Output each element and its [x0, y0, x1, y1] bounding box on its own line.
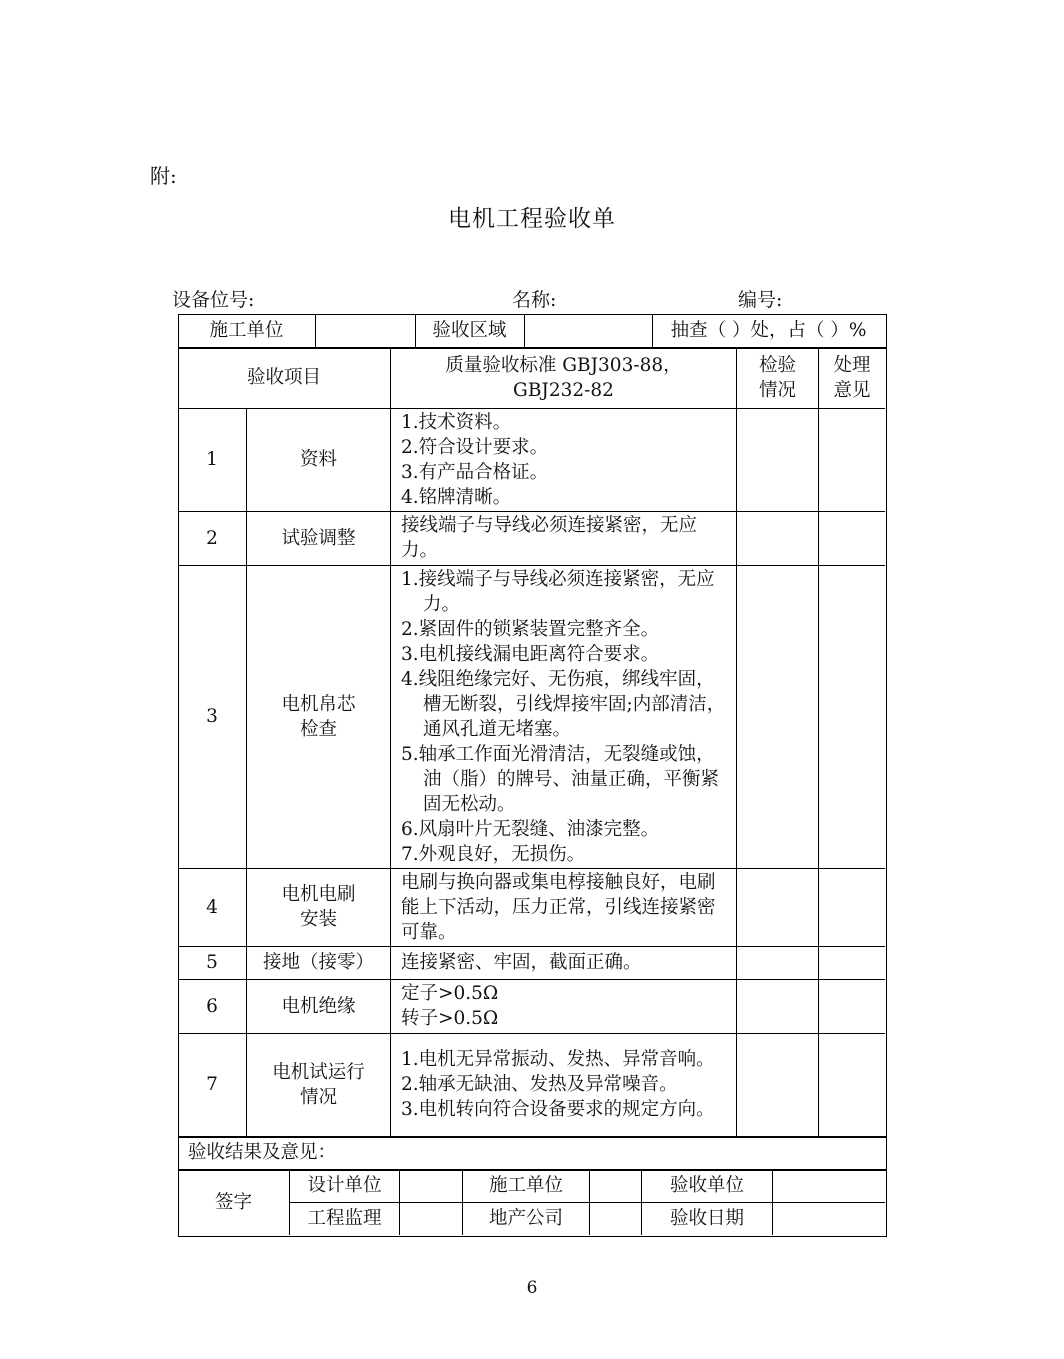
row-4-number: 4	[206, 896, 218, 918]
criteria-item: 3.电机接线漏电距离符合要求。	[401, 643, 660, 665]
row-2-criteria	[391, 511, 736, 565]
criteria-item: 3.有产品合格证。	[401, 461, 549, 483]
row-3-number: 3	[206, 706, 218, 727]
criteria-item: 接线端子与导线必须连接紧密，无应力。	[401, 515, 698, 561]
row-7-number: 7	[206, 1074, 218, 1095]
sampling-label: 抽查（ ）处，占（ ）%	[670, 320, 867, 341]
equipment-position-label: 设备位号:	[172, 289, 255, 311]
criteria-item: 3.电机转向符合设备要求的规定方向。	[401, 1099, 715, 1120]
row-7-item-line2: 情况	[299, 1086, 337, 1108]
row-1-item: 资料	[299, 449, 337, 470]
page-number: 6	[526, 1278, 538, 1298]
criteria-item: 4.铭牌清晰。	[401, 486, 512, 508]
acceptance-date-label: 验收日期	[669, 1208, 744, 1229]
row-1-criteria	[391, 408, 736, 511]
acceptance-area-value[interactable]	[525, 314, 652, 347]
construction-unit-value[interactable]	[316, 314, 415, 347]
criteria-item: 1.技术资料。	[401, 411, 512, 433]
acceptance-area-label: 验收区域	[432, 320, 507, 341]
criteria-item: 5.轴承工作面光滑清洁，无裂缝或蚀，油（脂）的牌号、油量正确，平衡紧固无松动。	[401, 743, 720, 815]
row-3-item	[247, 565, 390, 868]
number-label: 编号:	[738, 289, 783, 311]
construction-unit-label: 施工单位	[209, 320, 284, 341]
row-5-item: 接地（接零）	[262, 952, 374, 973]
opinion-header-line1: 处理	[833, 354, 871, 376]
inspection-header-line2: 情况	[758, 379, 796, 401]
row-6-item: 电机绝缘	[281, 995, 356, 1017]
standard-column-header	[391, 347, 736, 408]
row-7-item	[247, 1033, 390, 1136]
row-7-item-line1: 电机试运行	[272, 1061, 365, 1083]
supervision-signature[interactable]	[400, 1202, 462, 1235]
row-5-criteria	[391, 946, 736, 979]
inspection-column-header	[737, 347, 818, 408]
item-column-header: 验收项目	[246, 367, 321, 388]
row-5-number: 5	[206, 952, 218, 973]
row-4-item-line1: 电机电刷	[281, 884, 356, 905]
real-estate-label: 地产公司	[488, 1208, 563, 1229]
row-4-item	[247, 868, 390, 946]
appendix-label: 附:	[150, 164, 177, 188]
criteria-item: 电刷与换向器或集电椁接触良好，电刷能上下活动，压力正常，引线连接紧密可靠。	[401, 871, 716, 943]
criteria-item: 7.外观良好，无损伤。	[401, 843, 586, 865]
row-4-item-line2: 安装	[299, 909, 337, 930]
result-label: 验收结果及意见：	[188, 1142, 337, 1163]
opinion-header-line2: 意见	[833, 379, 871, 401]
criteria-item: 2.轴承无缺油、发热及异常噪音。	[401, 1074, 678, 1095]
row-2-item: 试验调整	[281, 527, 356, 549]
criteria-item: 连接紧密、牢固，截面正确。	[401, 952, 642, 973]
opinion-column-header	[819, 347, 885, 408]
row-3-item-line2: 检查	[299, 718, 337, 740]
acceptance-unit-signature[interactable]	[773, 1169, 885, 1202]
supervision-label: 工程监理	[307, 1208, 382, 1229]
row-3-item-line1: 电机帛芯	[281, 693, 356, 715]
name-label: 名称:	[512, 289, 557, 311]
criteria-item: 6.风扇叶片无裂缝、油漆完整。	[401, 818, 660, 840]
page-title: 电机工程验收单	[448, 206, 616, 232]
row-6-criteria	[391, 979, 736, 1033]
criteria-item: 2.紧固件的锁紧装置完整齐全。	[401, 618, 660, 640]
design-unit-label: 设计单位	[307, 1175, 382, 1196]
row-2-number: 2	[206, 527, 218, 549]
criteria-item: 转子>0.5Ω	[401, 1008, 499, 1029]
standard-header-line2: GBJ232-82	[513, 379, 614, 401]
acceptance-date-value[interactable]	[773, 1202, 885, 1235]
row-4-criteria	[391, 868, 736, 946]
construction-unit-signature[interactable]	[590, 1169, 641, 1202]
signature-label: 签字	[214, 1191, 252, 1213]
inspection-header-line1: 检验	[758, 354, 796, 376]
row-6-number: 6	[206, 995, 218, 1017]
real-estate-signature[interactable]	[590, 1202, 641, 1235]
sign-construction-unit-label: 施工单位	[488, 1175, 563, 1196]
criteria-item: 4.线阻绝缘完好、无伤痕，绑线牢固，槽无断裂，引线焊接牢固;内部清洁，通风孔道无堵塞。	[401, 668, 726, 740]
criteria-item: 2.符合设计要求。	[401, 436, 549, 458]
acceptance-unit-label: 验收单位	[669, 1175, 744, 1196]
row-1-number: 1	[206, 449, 218, 470]
criteria-item: 1.电机无异常振动、发热、异常音响。	[401, 1049, 715, 1070]
criteria-item: 定子>0.5Ω	[401, 983, 499, 1004]
row-7-criteria	[391, 1033, 736, 1136]
design-unit-signature[interactable]	[400, 1169, 462, 1202]
standard-header-line1: 质量验收标准 GBJ303-88，	[445, 354, 682, 376]
row-3-criteria	[391, 565, 736, 868]
criteria-item: 1.接线端子与导线必须连接紧密，无应力。	[401, 568, 715, 615]
